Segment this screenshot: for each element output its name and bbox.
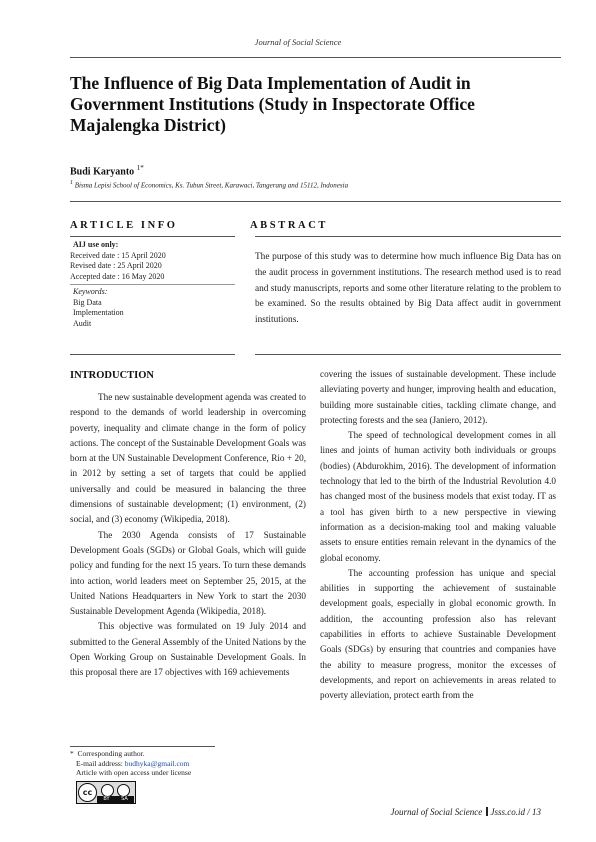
paragraph: The accounting profession has unique and special abilities in supporting the achievement of sustainable development goals, especially in global economic growth. In addition, the accounting profession also has relevant capabilities in efforts to achieve Sustainable Development Goals (SDGs) by ensuring that countries and companies have the ability to measure progress, monitor the excesses of developments, and report on achievements in areas related to poverty alleviation, protect earth from the: [320, 567, 556, 701]
paper-title: The Influence of Big Data Implementation of Audit in Government Institutions (Study in Inspectorate Office Majalengka District): [70, 73, 475, 135]
received-date: Received date : 15 April 2020: [70, 250, 166, 260]
license-text: Article with open access under license: [76, 768, 192, 777]
email-link[interactable]: budhyka@gmail.com: [124, 758, 190, 768]
author-sup: 1*: [136, 164, 144, 172]
email-label: E-mail address:: [76, 758, 123, 768]
paragraph: The speed of technological development comes in all lines and joints of human activity both individuals or groups (bodies) (Abdurokhim, 2016). The development of information technology that led to the birth of the Industrial Revolution 4.0 has changed most of the business models that exist today. IT as a tool has given birth to a new perspective in viewing information as a decision-making tool and making valuable assets to ensure entities remain relevant in the dynamics of the global economy.: [320, 430, 556, 563]
left-column: [70, 390, 306, 681]
article-info-rule: [70, 236, 235, 237]
page-number: 13: [532, 807, 541, 817]
email-line: [70, 759, 270, 769]
journal-header: Journal of Social Science: [254, 37, 342, 47]
abstract-heading: ABSTRACT: [250, 220, 328, 231]
keyword-item: Implementation: [73, 308, 124, 317]
introduction-heading: INTRODUCTION: [70, 370, 155, 381]
cc-by-label: BY: [97, 796, 116, 803]
footer-separator: [486, 807, 488, 816]
accepted-date: Accepted date : 16 May 2020: [70, 271, 165, 281]
author-name: Budi Karyanto: [70, 166, 135, 178]
footnote-rule: [70, 746, 215, 747]
info-bottom-rule: [70, 354, 235, 355]
paragraph: The new sustainable development agenda was created to respond to the demands of world leadership in overcoming poverty, inequality and climate change in the form of policy actions. The concept of the Sustainable Development Goals was born at the UN Sustainable Development Conference, Rio + 20, in 2012 by setting a set of targets that could be applied universally and could be measured in balancing the three dimensions of sustainable development; (1) environment, (2) social, and (3) economy (Wikipedia, 2018).: [70, 392, 306, 525]
corresponding-label: Corresponding author.: [77, 749, 145, 758]
article-info: [70, 240, 235, 282]
cc-license-badge[interactable]: [76, 781, 136, 804]
abstract-bottom-rule: [255, 354, 561, 355]
header-rule: [70, 57, 561, 58]
paragraph: covering the issues of sustainable development. These include alleviating poverty and hunger, improving health and education, building more sustainable cities, tackling climate change, and protecting forests and the sea (Janiero, 2012).: [320, 369, 556, 425]
abstract-rule: [255, 236, 561, 237]
article-info-heading: ARTICLE INFO: [70, 220, 178, 231]
abstract-text: The purpose of this study was to determine how much influence Big Data has on the audit process in government institutions. The research method used is to read and study manuscripts, reports and some other literature relating to the problem to be examined. So the results obtained by Big Data affect audit in government institutions.: [255, 252, 561, 326]
cc-sa-label: SA: [115, 796, 134, 803]
aij-use-only: AIJ use only:: [73, 240, 119, 249]
paragraph: The 2030 Agenda consists of 17 Sustainable Development Goals (SGDs) or Global Goals, which will guide policy and funding for the next 15 years. To turn these demands into action, world leaders meet on September 25, 2015, at the United Nations Headquarters in New York to start the 2030 Sustainable Development Agenda (Wikipedia, 2018).: [70, 529, 306, 617]
revised-date: Revised date : 25 April 2020: [70, 261, 162, 270]
dates-rule: [70, 284, 235, 285]
footnote-marker: *: [70, 749, 74, 758]
keyword-item: Big Data: [73, 297, 102, 307]
author: [70, 164, 144, 177]
affiliation-text: Bisma Lepisi School of Economics, Ks. Tubun Street, Karawaci, Tangerang and 15112, Indonesia: [74, 181, 349, 190]
page-footer: Journal of Social Science Jsss.co.id / 13: [390, 807, 541, 817]
footnote: [70, 749, 270, 778]
affiliation-sup: 1: [70, 180, 73, 186]
keywords: [70, 287, 235, 329]
affiliation: [70, 180, 348, 189]
keyword-item: Audit: [73, 318, 92, 328]
cc-icon: cc: [78, 783, 97, 802]
footer-journal: Journal of Social Science: [390, 807, 483, 817]
footer-site: Jsss.co.id: [490, 807, 525, 817]
right-column: [320, 367, 556, 704]
affiliation-rule: [70, 201, 561, 202]
keywords-label: Keywords:: [73, 287, 108, 296]
paragraph: This objective was formulated on 19 July 2014 and submitted to the General Assembly of the United Nations by the Open Working Group on Sustainable Development Goals. In this proposal there are 17 objectives with 169 achievements: [70, 621, 306, 678]
corresponding-author: [70, 749, 270, 759]
